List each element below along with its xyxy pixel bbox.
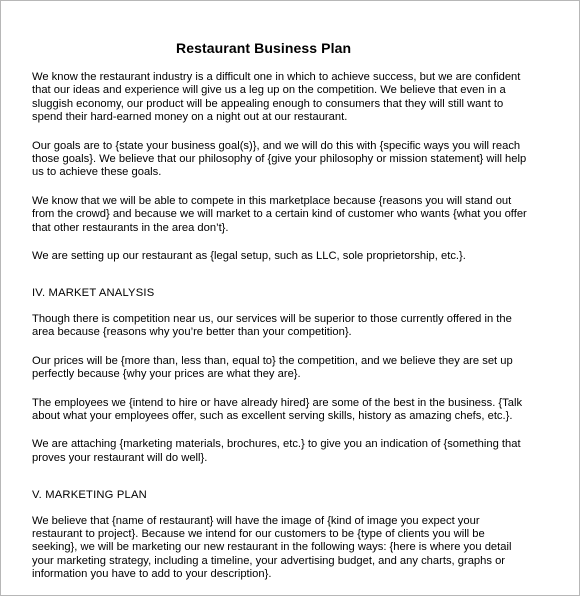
intro-paragraph-3 xyxy=(32,195,553,235)
text-line: those goals}. We believe that our philosophy of {give your philosophy or mission statement} will help xyxy=(32,153,527,166)
text-line: Our prices will be {more than, less than, equal to} the competition, and we believe they are set up xyxy=(32,354,513,367)
text-line: perfectly because {why your prices are what they are}. xyxy=(32,368,301,381)
text-line: We are setting up our restaurant as {legal setup, such as LLC, sole proprietorship, etc.}. xyxy=(32,250,466,263)
market-analysis-paragraph-4 xyxy=(32,438,553,465)
market-analysis-section xyxy=(32,287,553,465)
document-page xyxy=(32,39,553,597)
marketing-plan-section xyxy=(32,489,553,581)
marketing-plan-heading: V. MARKETING PLAN xyxy=(32,489,147,502)
market-analysis-paragraph-2 xyxy=(32,355,553,382)
intro-paragraph-1 xyxy=(32,71,553,125)
text-line: The employees we {intend to hire or have already hired} are some of the best in the business. {Talk xyxy=(32,396,523,409)
text-line: Though there is competition near us, our services will be superior to those currently offered in the xyxy=(32,312,512,325)
text-line: Our goals are to {state your business goal(s)}, and we will do this with {specific ways you will reach xyxy=(32,139,521,152)
text-line: We know the restaurant industry is a difficult one in which to achieve success, but we are confident xyxy=(32,71,521,83)
text-line: your marketing strategy, including a timeline, your advertising budget, and any charts, graphs or xyxy=(32,554,506,567)
text-line: us to achieve these goals. xyxy=(32,166,162,179)
text-line: that other restaurants in the area don’t}. xyxy=(32,221,229,234)
text-line: area because {reasons why you’re better than your competition}. xyxy=(32,326,352,339)
text-line: We know that we will be able to compete in this marketplace because {reasons you will stand out xyxy=(32,194,512,207)
text-line: about what your employees offer, such as excellent serving skills, history as amazing chefs, etc.}. xyxy=(32,409,513,422)
text-line: sluggish economy, our product will be appealing enough to consumers that they will still want to xyxy=(32,97,504,110)
text-line: spend their hard-earned money on a night out at our restaurant. xyxy=(32,111,348,124)
text-line: that our ideas and experience will give us a leg up on the competition. We believe that even in a xyxy=(32,84,506,97)
market-analysis-paragraph-3 xyxy=(32,397,553,424)
market-analysis-heading: IV. MARKET ANALYSIS xyxy=(32,287,155,300)
document-title: Restaurant Business Plan xyxy=(176,40,352,56)
intro-paragraph-2 xyxy=(32,140,553,180)
text-line: We believe that {name of restaurant} will have the image of {kind of image you expect your xyxy=(32,514,480,527)
market-analysis-paragraph-1 xyxy=(32,313,553,340)
text-line: We are attaching {marketing materials, brochures, etc.} to give you an indication of {something that xyxy=(32,438,521,451)
text-line: information you have to add to your description}. xyxy=(32,568,272,581)
marketing-plan-paragraph-1 xyxy=(32,515,553,582)
intro-section xyxy=(32,71,553,263)
text-line: from the crowd} and because we will market to a certain kind of customer who wants {what you offer xyxy=(32,208,527,221)
text-line: proves your restaurant will do well}. xyxy=(32,451,208,464)
text-line: restaurant to project}. Because we intend for our customers to be {type of clients you will be xyxy=(32,527,485,540)
intro-paragraph-4 xyxy=(32,250,553,263)
text-line: seeking}, we will be marketing our new restaurant in the following ways: {here is where you detail xyxy=(32,541,512,554)
